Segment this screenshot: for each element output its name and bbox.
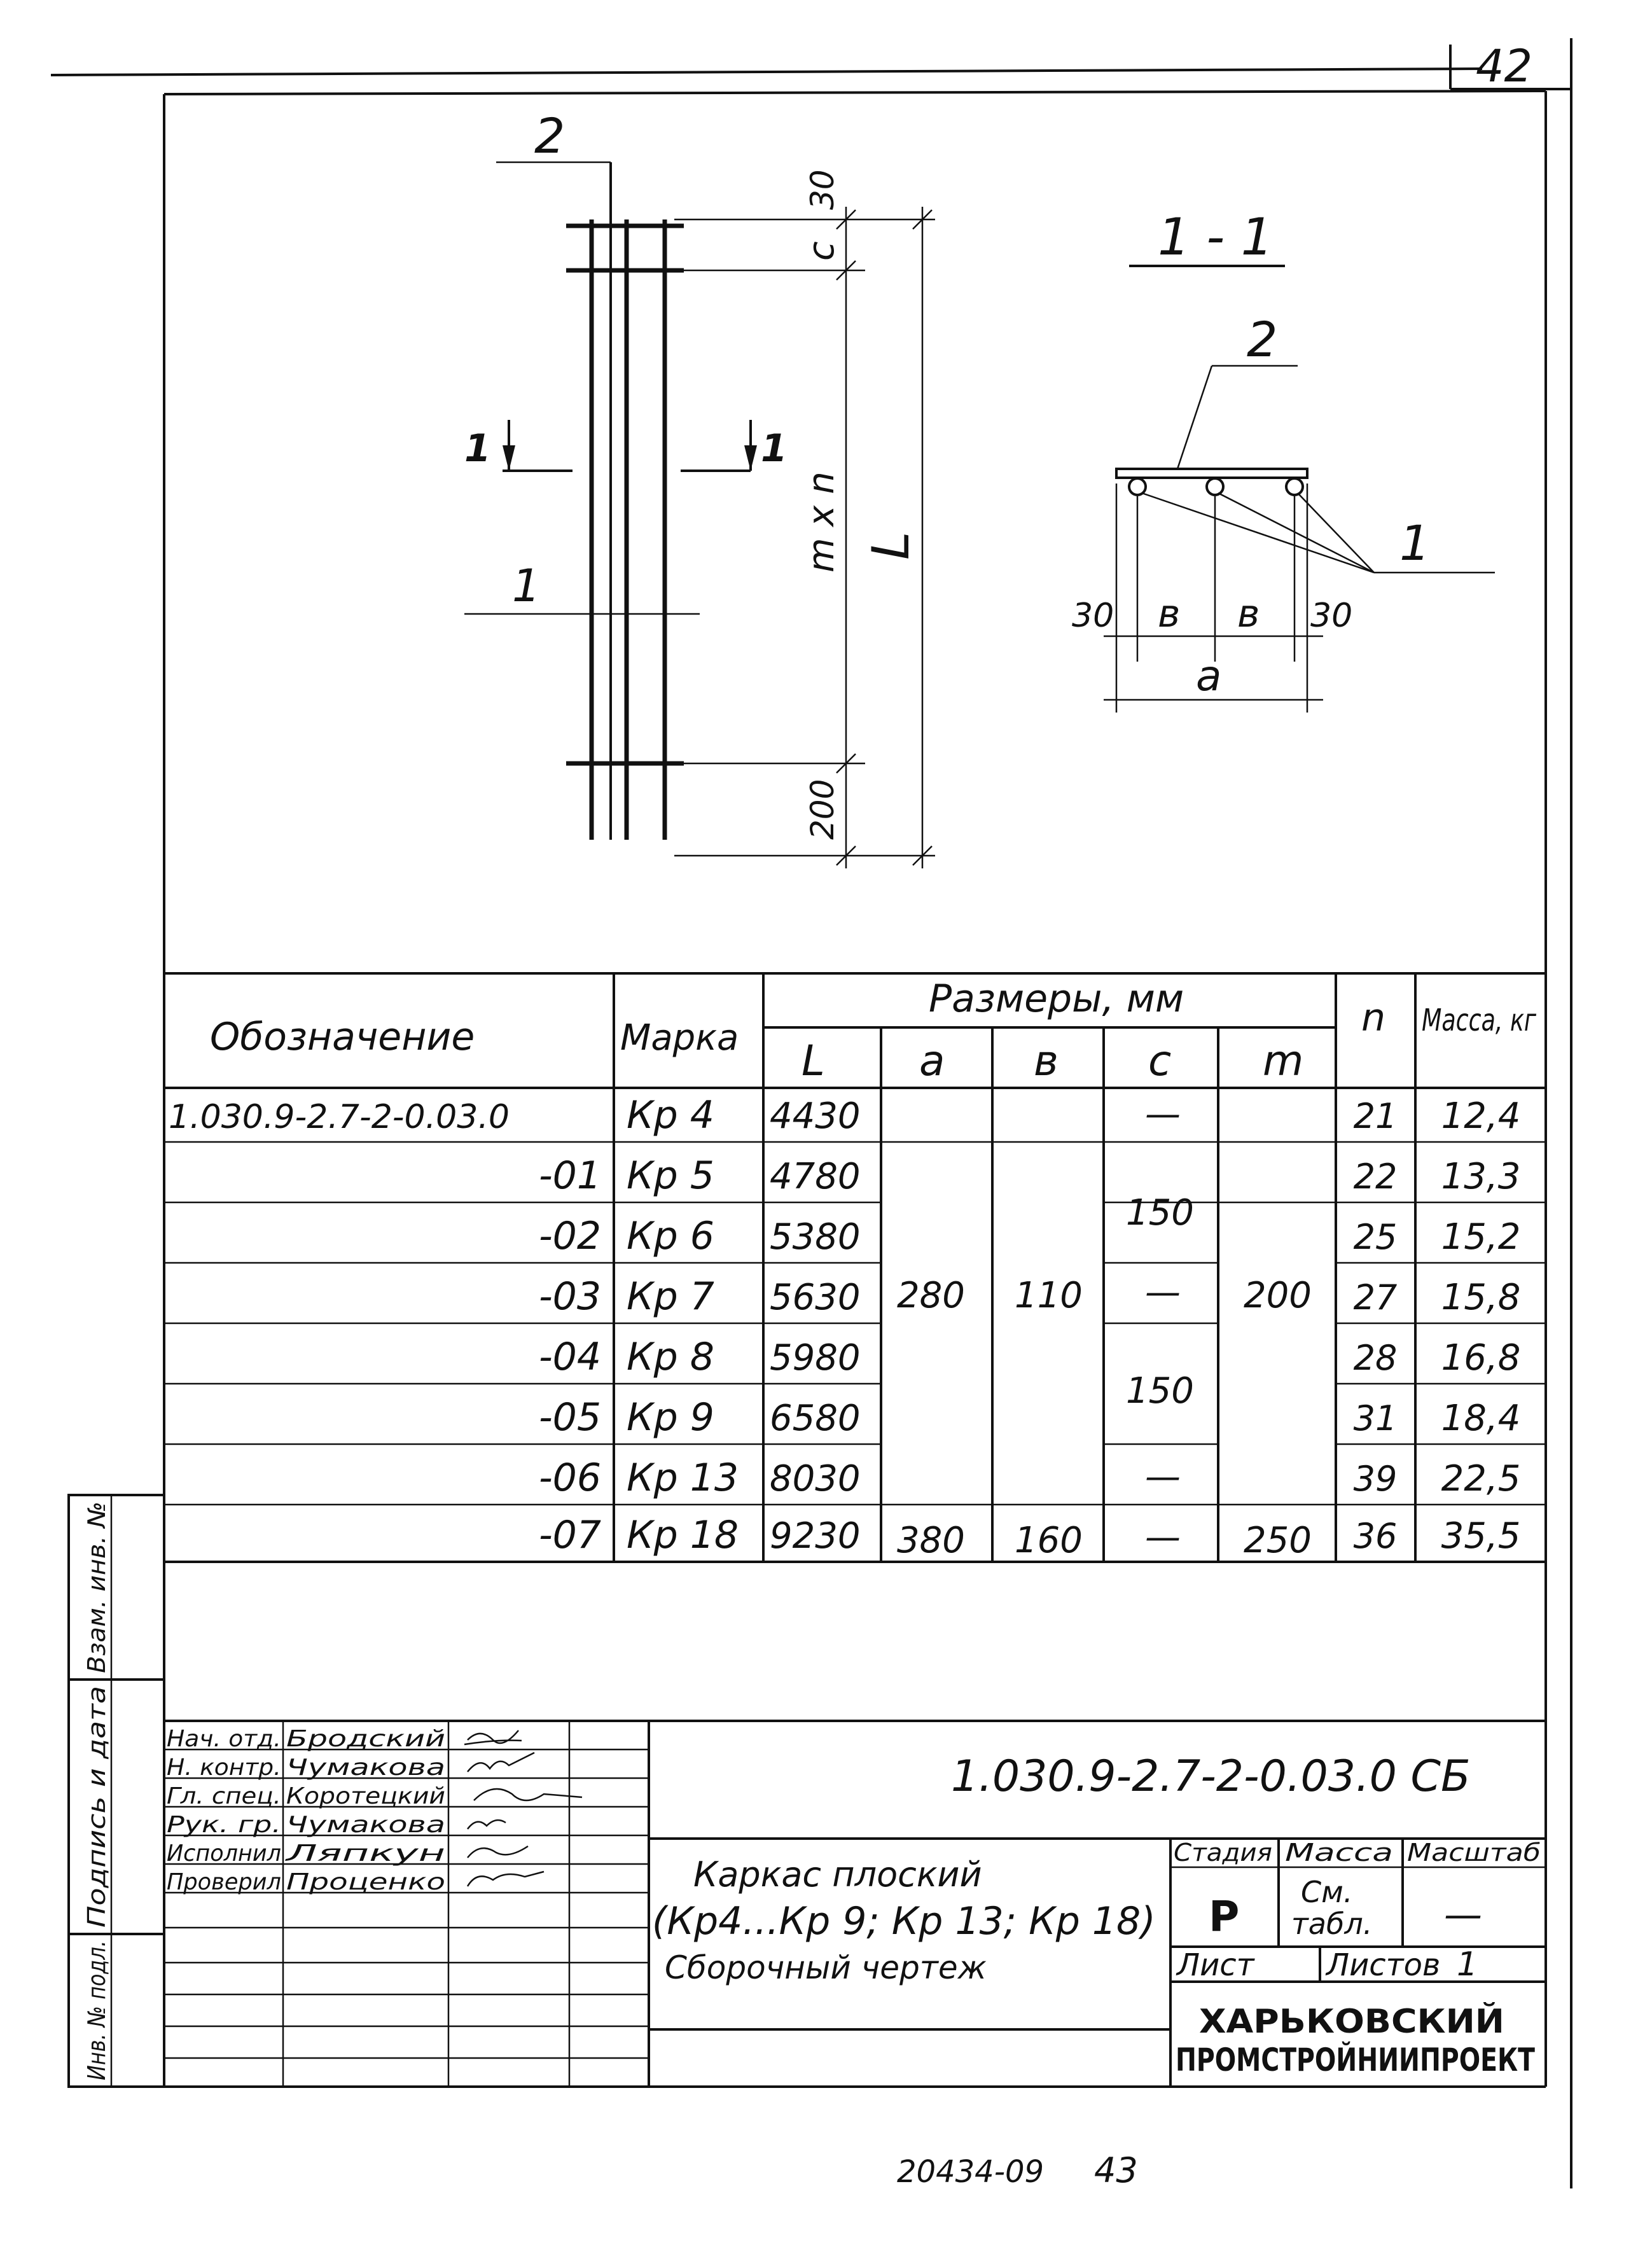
row-L: 5630 <box>770 1277 861 1318</box>
dim-c: c <box>801 241 842 261</box>
merged-last-a: 380 <box>897 1520 965 1561</box>
header-L: L <box>802 1036 825 1085</box>
doc-code: 1.030.9-2.7-2-0.03.0 СБ <box>951 1751 1471 1802</box>
section-arrow-right-icon <box>744 445 757 471</box>
merged-m: 200 <box>1244 1275 1312 1316</box>
bar-circle-1 <box>1129 478 1146 495</box>
bar-circle-2 <box>1207 478 1223 495</box>
footer-page: 43 <box>1094 2150 1138 2190</box>
merged-c-row0: — <box>1145 1094 1181 1135</box>
merged-last-m: 250 <box>1244 1520 1312 1561</box>
table-headers <box>210 977 1537 1085</box>
header-b: в <box>1034 1036 1059 1085</box>
row-mark: Кр 4 <box>627 1093 714 1137</box>
row-L: 9230 <box>770 1515 861 1557</box>
merged-c-rows45: 150 <box>1126 1370 1194 1412</box>
row-L: 8030 <box>770 1458 861 1499</box>
header-a: a <box>919 1036 945 1085</box>
section-arrow-left-icon <box>503 445 515 471</box>
dim-m-x-n: m x n <box>801 471 842 573</box>
header-m: m <box>1263 1036 1304 1085</box>
row-L: 4430 <box>770 1096 861 1137</box>
merged-c-row3: — <box>1145 1272 1181 1313</box>
row-mass: 12,4 <box>1441 1096 1521 1137</box>
row-mark: Кр 9 <box>627 1395 714 1440</box>
row-designation: -03 <box>539 1274 601 1319</box>
mass-value-1: См. <box>1301 1875 1353 1909</box>
mass-label: Масса <box>1285 1839 1393 1867</box>
row-mark: Кр 13 <box>627 1456 739 1500</box>
row-n: 36 <box>1353 1516 1398 1556</box>
header-c: c <box>1148 1036 1172 1085</box>
role-title: Исполнил <box>167 1840 281 1867</box>
sheets-label: Листов <box>1326 1947 1441 1983</box>
header-sizes: Размеры, мм <box>929 977 1184 1021</box>
row-designation: -06 <box>539 1456 601 1500</box>
stamp-replace-inv: Взам. инв. № <box>83 1508 111 1673</box>
title-roles <box>167 1726 445 1895</box>
stage-value: Р <box>1209 1892 1240 1941</box>
bar-circle-3 <box>1286 478 1303 495</box>
section-title: 1 - 1 <box>1158 207 1274 267</box>
section-dim-a: a <box>1196 651 1222 700</box>
row-mark: Кр 18 <box>627 1513 739 1557</box>
role-name: Ляпкун <box>284 1840 445 1867</box>
stamp-sign-date: Подпись и дата <box>83 1727 111 1928</box>
section-dim-b1: в <box>1158 592 1181 636</box>
row-mass: 13,3 <box>1441 1156 1521 1197</box>
section-callout-1: 1 <box>1399 515 1431 571</box>
row-mark: Кр 8 <box>627 1335 714 1379</box>
name-line-1: Каркас плоский <box>693 1854 982 1895</box>
row-designation: -04 <box>539 1335 601 1379</box>
row-designation: 1.030.9-2.7-2-0.03.0 <box>169 1098 510 1136</box>
row-mass: 16,8 <box>1441 1337 1521 1379</box>
row-L: 4780 <box>770 1156 861 1197</box>
scale-value: — <box>1444 1893 1482 1937</box>
row-mark: Кр 5 <box>627 1153 714 1198</box>
section-dim-b2: в <box>1237 592 1260 636</box>
footer-doc-number: 20434-09 <box>897 2154 1045 2190</box>
row-n: 22 <box>1353 1157 1398 1197</box>
row-mass: 15,2 <box>1441 1216 1521 1258</box>
merged-last-c: — <box>1145 1517 1181 1558</box>
role-name: Проценко <box>286 1869 445 1895</box>
row-n: 21 <box>1353 1096 1398 1136</box>
name-line-2: (Кр4...Кр 9; Кр 13; Кр 18) <box>652 1899 1156 1944</box>
row-designation: -05 <box>539 1395 601 1440</box>
signatures <box>464 1730 582 1886</box>
role-title: Нач. отд. <box>167 1726 281 1752</box>
dim-L: L <box>861 531 920 560</box>
stage-label: Стадия <box>1174 1839 1272 1867</box>
merged-c-row6: — <box>1145 1456 1181 1498</box>
sheets-value: 1 <box>1457 1945 1478 1984</box>
row-designation: -01 <box>539 1153 601 1198</box>
merged-c-rows12: 150 <box>1126 1192 1194 1234</box>
section-mark-right: 1 <box>761 426 788 471</box>
section-view <box>1072 207 1495 713</box>
role-name: Коротецкий <box>286 1783 445 1809</box>
row-n: 39 <box>1353 1459 1398 1499</box>
row-mark: Кр 7 <box>627 1274 714 1319</box>
name-line-3: Сборочный чертеж <box>665 1949 987 1986</box>
section-dim-30-right: 30 <box>1310 597 1353 635</box>
header-mark: Марка <box>620 1017 739 1059</box>
stamp-inv-orig: Инв. № подл. <box>83 1913 111 2080</box>
row-n: 25 <box>1353 1217 1398 1257</box>
row-n: 27 <box>1353 1277 1398 1318</box>
dim-30: 30 <box>804 169 841 210</box>
role-title: Гл. спец. <box>167 1783 281 1809</box>
table-rows <box>169 1093 1520 1557</box>
elevation-callout-1: 1 <box>512 560 541 612</box>
row-n: 31 <box>1353 1398 1398 1438</box>
dim-200: 200 <box>804 779 841 840</box>
role-name: Чумакова <box>286 1812 445 1838</box>
role-title: Рук. гр. <box>167 1812 281 1838</box>
header-mass: Масса, кг <box>1422 1003 1537 1038</box>
section-dim-30-left: 30 <box>1072 597 1114 635</box>
role-title: Н. контр. <box>167 1755 281 1781</box>
side-stamp <box>69 1495 164 2087</box>
row-mass: 22,5 <box>1441 1458 1521 1499</box>
row-mass: 35,5 <box>1441 1515 1521 1557</box>
scale-label: Масштаб <box>1407 1839 1541 1867</box>
role-name: Чумакова <box>286 1755 445 1781</box>
role-name: Бродский <box>286 1726 445 1752</box>
org-line-2: ПРОМСТРОЙНИИПРОЕКТ <box>1176 2042 1633 2078</box>
header-designation: Обозначение <box>210 1015 475 1059</box>
row-designation: -07 <box>539 1513 601 1557</box>
row-designation: -02 <box>539 1214 601 1258</box>
row-mark: Кр 6 <box>627 1214 714 1258</box>
page-number: 42 <box>1476 40 1533 92</box>
elevation-view <box>464 108 935 868</box>
org-line-1: ХАРЬКОВСКИЙ <box>1199 2003 1487 2041</box>
merged-b: 110 <box>1015 1275 1083 1316</box>
row-L: 5380 <box>770 1216 861 1258</box>
elevation-callout-2: 2 <box>534 108 566 164</box>
merged-last-b: 160 <box>1015 1520 1083 1561</box>
sheet-label: Лист <box>1177 1947 1254 1983</box>
row-mass: 18,4 <box>1441 1398 1521 1439</box>
section-mark-left: 1 <box>464 426 491 471</box>
row-mass: 15,8 <box>1441 1277 1521 1318</box>
merged-a: 280 <box>897 1275 965 1316</box>
row-L: 6580 <box>770 1398 861 1439</box>
section-callout-2: 2 <box>1247 311 1278 368</box>
mass-value-2: табл. <box>1291 1907 1373 1941</box>
row-L: 5980 <box>770 1337 861 1379</box>
role-title: Проверил <box>167 1869 281 1895</box>
header-n: n <box>1361 996 1386 1040</box>
row-n: 28 <box>1353 1338 1398 1378</box>
section-plate <box>1116 469 1307 478</box>
